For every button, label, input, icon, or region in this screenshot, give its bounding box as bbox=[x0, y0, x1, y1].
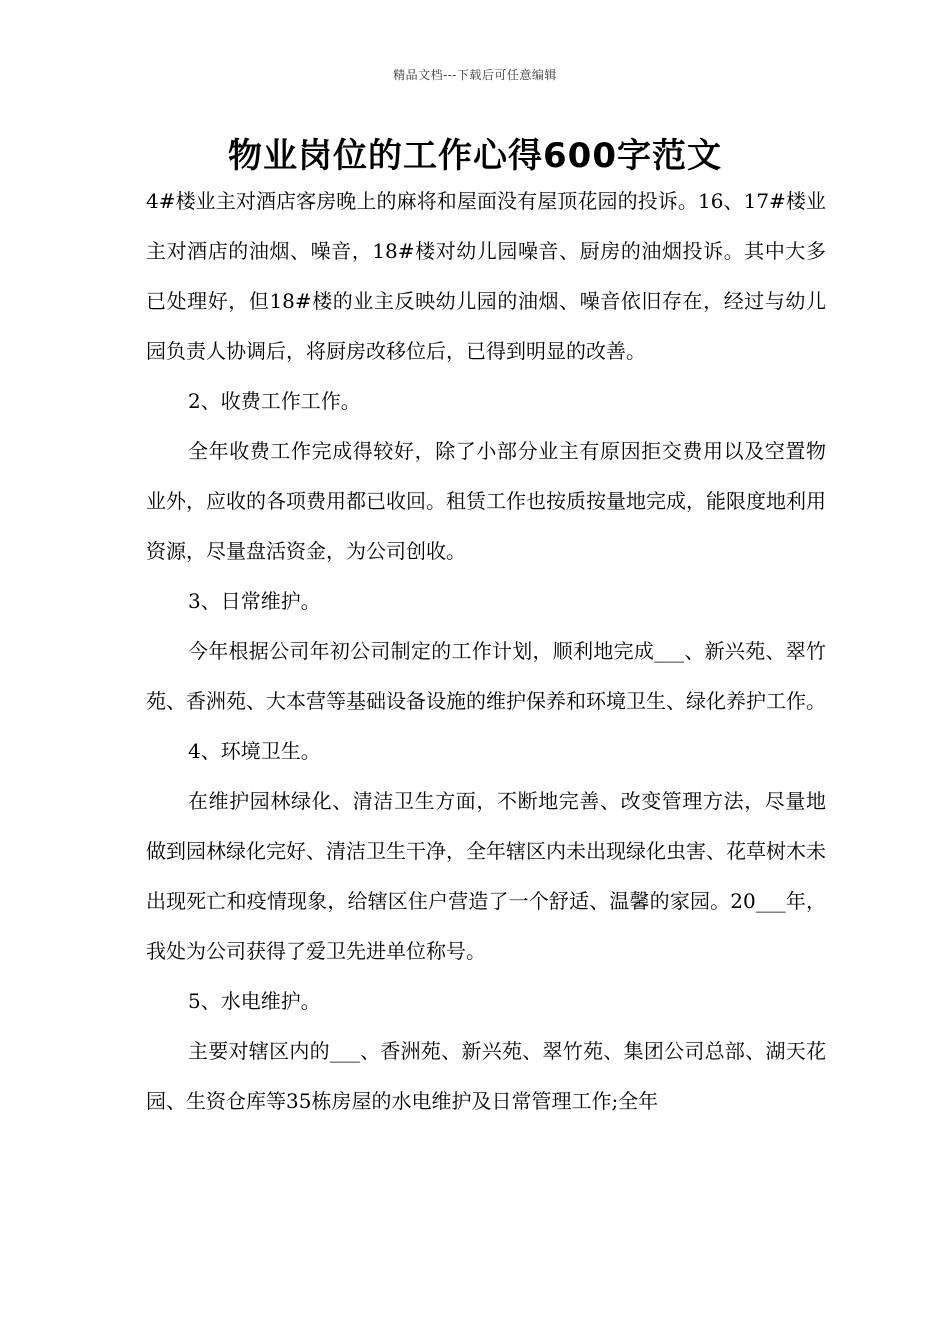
paragraph-fees: 全年收费工作完成得较好，除了小部分业主有原因拒交费用以及空置物业外，应收的各项费用都已收回。租赁工作也按质按量地完成，能限度地利用资源，尽量盘活资金，为公司创收。 bbox=[146, 439, 826, 563]
section-heading-fees: 2、收费工作工作。 bbox=[188, 389, 361, 413]
paragraph-utilities: 主要对辖区内的___、香洲苑、新兴苑、翠竹苑、集团公司总部、湖天花园、生资仓库等35栋房屋的水电维护及日常管理工作;全年 bbox=[146, 1039, 826, 1113]
section-heading-sanitation: 4、环境卫生。 bbox=[188, 739, 321, 763]
section-heading-maintenance: 3、日常维护。 bbox=[188, 589, 321, 613]
paragraph-maintenance: 今年根据公司年初公司制定的工作计划，顺利地完成___、新兴苑、翠竹苑、香洲苑、大本营等基础设备设施的维护保养和环境卫生、绿化养护工作。 bbox=[146, 639, 826, 713]
document-body bbox=[146, 176, 826, 1126]
paragraph-sanitation: 在维护园林绿化、清洁卫生方面，不断地完善、改变管理方法，尽量地做到园林绿化完好、清洁卫生干净，全年辖区内未出现绿化虫害、花草树木未出现死亡和疫情现象，给辖区住户营造了一个舒适、温馨的家园。20___年，我处为公司获得了爱卫先进单位称号。 bbox=[146, 789, 826, 963]
section-heading-utilities: 5、水电维护。 bbox=[188, 989, 321, 1013]
document-title: 物业岗位的工作心得600字范文 bbox=[228, 136, 722, 176]
header-note: 精品文档---下载后可任意编辑 bbox=[393, 68, 557, 82]
paragraph-complaints: 4#楼业主对酒店客房晚上的麻将和屋面没有屋顶花园的投诉。16、17#楼业主对酒店的油烟、噪音，18#楼对幼儿园噪音、厨房的油烟投诉。其中大多已处理好，但18#楼的业主反映幼儿园的油烟、噪音依旧存在，经过与幼儿园负责人协调后，将厨房改移位后，已得到明显的改善。 bbox=[146, 189, 826, 363]
